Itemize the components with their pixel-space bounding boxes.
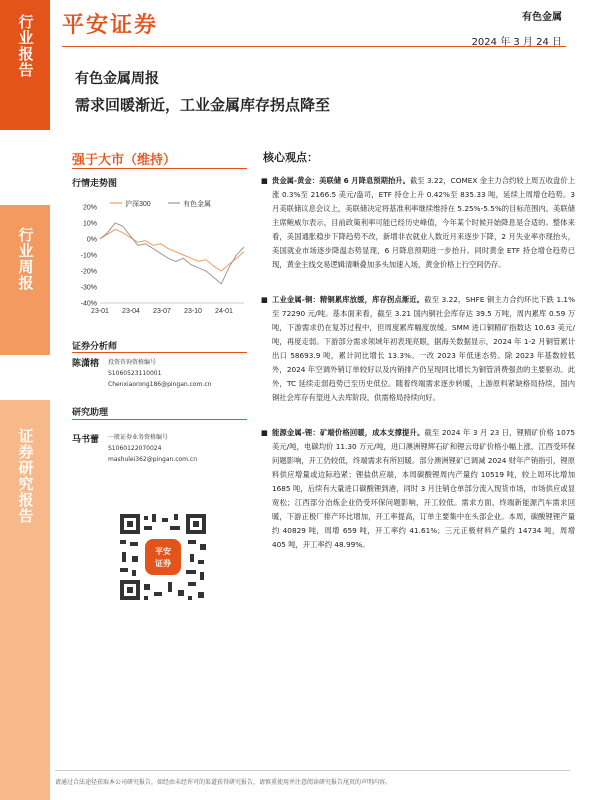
sidebar-report-class: 证券研究报告 (0, 400, 50, 800)
x-tick-label: 24-01 (215, 308, 233, 315)
assistant-name: 马书蕾 (72, 435, 100, 445)
header-meta (472, 8, 562, 48)
x-tick-label: 23-04 (122, 308, 140, 315)
header-divider (62, 46, 566, 47)
y-tick-label: -30% (80, 284, 97, 292)
key-points-title: 核心观点： (263, 151, 318, 164)
assistant-info: 一般证券业务资格编号 S1060122070024 mashulei362@pingan.com.cn (108, 434, 198, 463)
y-tick-label: -40% (80, 300, 97, 308)
header-date: 2024 年 3 月 24 日 (471, 37, 562, 48)
qr-label-bottom: 证券 (155, 559, 171, 568)
legend-label: 沪深300 (125, 201, 151, 208)
qr-label-top: 平安 (155, 547, 171, 556)
chart-title: 行情走势图 (72, 179, 118, 189)
header-category: 有色金属 (522, 12, 562, 23)
bullet-icon: ■ (261, 428, 268, 437)
x-tick-label: 23-07 (153, 308, 171, 315)
key-point-item: ■ 贵金属-黄金：美联储 6 月降息预期抬升。截至 3.22，COMEX 金主力合约较上周五收盘价上涨 0.3%至 2166.5 美元/盎司，ETF 持仓上升 0.42%至 835.33 吨，延续上周增仓趋势。3 月美联储议息会议上，美联储决定将基准利率继续维持在 5.25%-5.5%的目标范围内。美联储主席鲍威尔表示，目前政策利率可能已经历史峰值，今年某个时候开始降息是合适的。整体来看，美国通胀稳步下降趋势不改，新增非农就业人数近月来逐步下降，2 月失业率亦现抬头，美国就业市场逐步降温态势显现，6 月降息预期进一步抬升。同时黄金 ETF 持仓增仓趋势已现，黄金主线交易逻辑清晰叠加多头加速入场，黄金价格上行空间仍存。 (261, 176, 575, 269)
market-trend-chart (72, 185, 252, 325)
rating-divider (72, 168, 247, 169)
footer-divider (55, 770, 570, 771)
series-line (100, 229, 244, 271)
y-tick-label: 10% (82, 220, 97, 228)
analyst-info: 投资咨询资格编号 S1060523110001 Chenxiaorong186@pingan.com.cn (108, 359, 212, 388)
report-title: 需求回暖渐近，工业金属库存拐点降至 (75, 96, 331, 114)
assistant-heading: 研究助理 (72, 408, 109, 418)
rating-label: 强于大市（维持） (72, 153, 177, 168)
assistant-divider (72, 419, 247, 420)
key-point-item: ■ 能源金属-锂：矿端价格回暖，成本支撑提升。截至 2024 年 3 月 23 日，锂精矿价格 1075 美元/吨，电碳均价 11.30 万元/吨，进口澳洲锂辉石矿和锂云母矿价格小幅上涨，江西受环保问题影响，开工仍较低，终端需求有所回暖。部分澳洲锂矿已调减 2024 财年产销指引，锂原料供应增量或边际趋紧；锂盐供应端，本周碳酸锂周内产量约 10519 吨，较上周环比增加 1685 吨，后续有大量进口碳酸锂到港，同时 3 月注销仓单部分流入现货市场，市场供应或显宽松；江西部分冶炼企业仍受环保问题影响，开工较低。需求方面，终端新能源汽车需求回暖，下游正极厂排产环比增加，开工率提高，订单主要集中在头部企业。本周，碳酸锂锂产量约 40829 吨，周增 659 吨，开工率约 41.61%；三元正极材料产量约 14734 吨，周增 405 吨，开工率约 48.99%。 (261, 428, 576, 549)
sidebar-report-subtype: 行业周报 (0, 205, 50, 355)
analyst-divider (72, 352, 247, 353)
qr-code-icon (118, 512, 208, 602)
y-tick-label: 20% (82, 204, 97, 212)
report-series-title: 有色金属周报 (75, 71, 159, 87)
x-tick-label: 23-10 (184, 308, 202, 315)
sidebar-report-type: 行业报告 (0, 0, 50, 130)
y-tick-label: 0% (86, 236, 97, 244)
footer-disclaimer: 请通过合法途径获取本公司研究报告，如经由未经许可的渠道获得研究报告，请慎重使用并注意阅读研究报告尾页的声明内容。 (55, 779, 392, 786)
key-points-list (261, 174, 575, 573)
y-tick-label: -20% (80, 268, 97, 276)
legend-label: 有色金属 (183, 201, 211, 208)
analyst-name: 陈潇榕 (72, 359, 100, 369)
sidebar (0, 0, 50, 800)
x-tick-label: 23-01 (91, 308, 109, 315)
bullet-icon: ■ (261, 295, 268, 304)
bullet-icon: ■ (261, 176, 268, 185)
y-tick-label: -10% (80, 252, 97, 260)
analyst-heading: 证券分析师 (72, 342, 118, 352)
key-point-item: ■ 工业金属-铜：精铜累库放缓，库存拐点渐近。截至 3.22，SHFE 铜主力合约环比下跌 1.1%至 72290 元/吨。基本面来看，截至 3.21 国内铜社会库存达 39.5 万吨，周内累库 0.59 万吨，下游需求仍在复苏过程中，但周度累库幅度放缓。SMM 进口铜精矿指数达 10.63 美元/吨，再度走弱。下游部分需求领域年初表现亮眼，据海关数据显示，2024 年 1-2 月铜管累计出口 58693.9 吨，累计同比增长 13.3%。一改 2023 年低迷态势。除 2023 年基数较低外，2024 年空调外销订单较好以及内销排产仍呈现同比增长为铜管消费强劲的主要驱动。此外，TC 延续走弱趋势已至历史低位。随着终端需求逐步转暖，上游原料紧缺格局持续，国内铜社会库存有望进入去库阶段，供需格局持续向好。 (261, 295, 576, 402)
company-logo: 平安证券 (62, 12, 159, 38)
